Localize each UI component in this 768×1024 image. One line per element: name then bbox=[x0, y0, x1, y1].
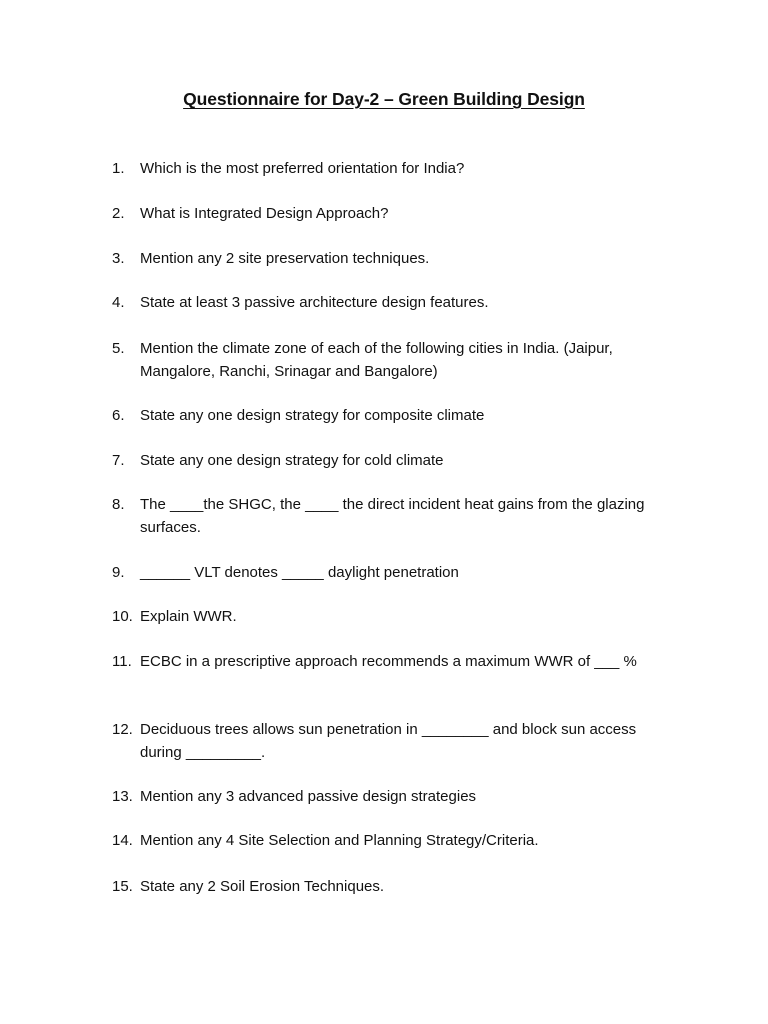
question-text: Mention the climate zone of each of the following cities in India. (Jaipur, Mangalore, Ranchi, Srinagar and Bangalore) bbox=[140, 340, 613, 380]
question-text: State any 2 Soil Erosion Techniques. bbox=[140, 878, 385, 895]
document-title: Questionnaire for Day-2 – Green Building Design bbox=[183, 89, 585, 109]
question-number: 15. bbox=[112, 878, 133, 895]
question-text: Mention any 3 advanced passive design strategies bbox=[140, 788, 477, 805]
question-text: What is Integrated Design Approach? bbox=[140, 205, 389, 222]
question-number: 9. bbox=[112, 564, 125, 581]
question-text: Deciduous trees allows sun penetration in ________ and block sun access during _________. bbox=[140, 721, 637, 761]
question-number: 12. bbox=[112, 721, 133, 738]
question-number: 6. bbox=[112, 407, 125, 424]
question-text: Explain WWR. bbox=[140, 608, 237, 625]
question-text: ______ VLT denotes _____ daylight penetration bbox=[140, 564, 459, 581]
question-number: 5. bbox=[112, 340, 125, 357]
question-text: Mention any 4 Site Selection and Planning Strategy/Criteria. bbox=[140, 832, 539, 849]
question-text: ECBC in a prescriptive approach recommends a maximum WWR of ___ % bbox=[140, 653, 637, 670]
question-text: The ____the SHGC, the ____ the direct incident heat gains from the glazing surfaces. bbox=[140, 496, 645, 536]
question-text: Mention any 2 site preservation techniques. bbox=[140, 250, 430, 267]
question-number: 14. bbox=[112, 832, 133, 849]
question-number: 11. bbox=[112, 653, 132, 670]
question-text: State any one design strategy for composite climate bbox=[140, 407, 485, 424]
question-number: 1. bbox=[112, 160, 125, 177]
question-text: State any one design strategy for cold climate bbox=[140, 452, 444, 469]
question-number: 8. bbox=[112, 496, 125, 513]
question-number: 13. bbox=[112, 788, 133, 805]
question-number: 10. bbox=[112, 608, 133, 625]
question-text: State at least 3 passive architecture design features. bbox=[140, 294, 489, 311]
question-number: 4. bbox=[112, 294, 125, 311]
question-number: 3. bbox=[112, 250, 125, 267]
question-number: 2. bbox=[112, 205, 125, 222]
question-number: 7. bbox=[112, 452, 125, 469]
question-text: Which is the most preferred orientation for India? bbox=[140, 160, 465, 177]
